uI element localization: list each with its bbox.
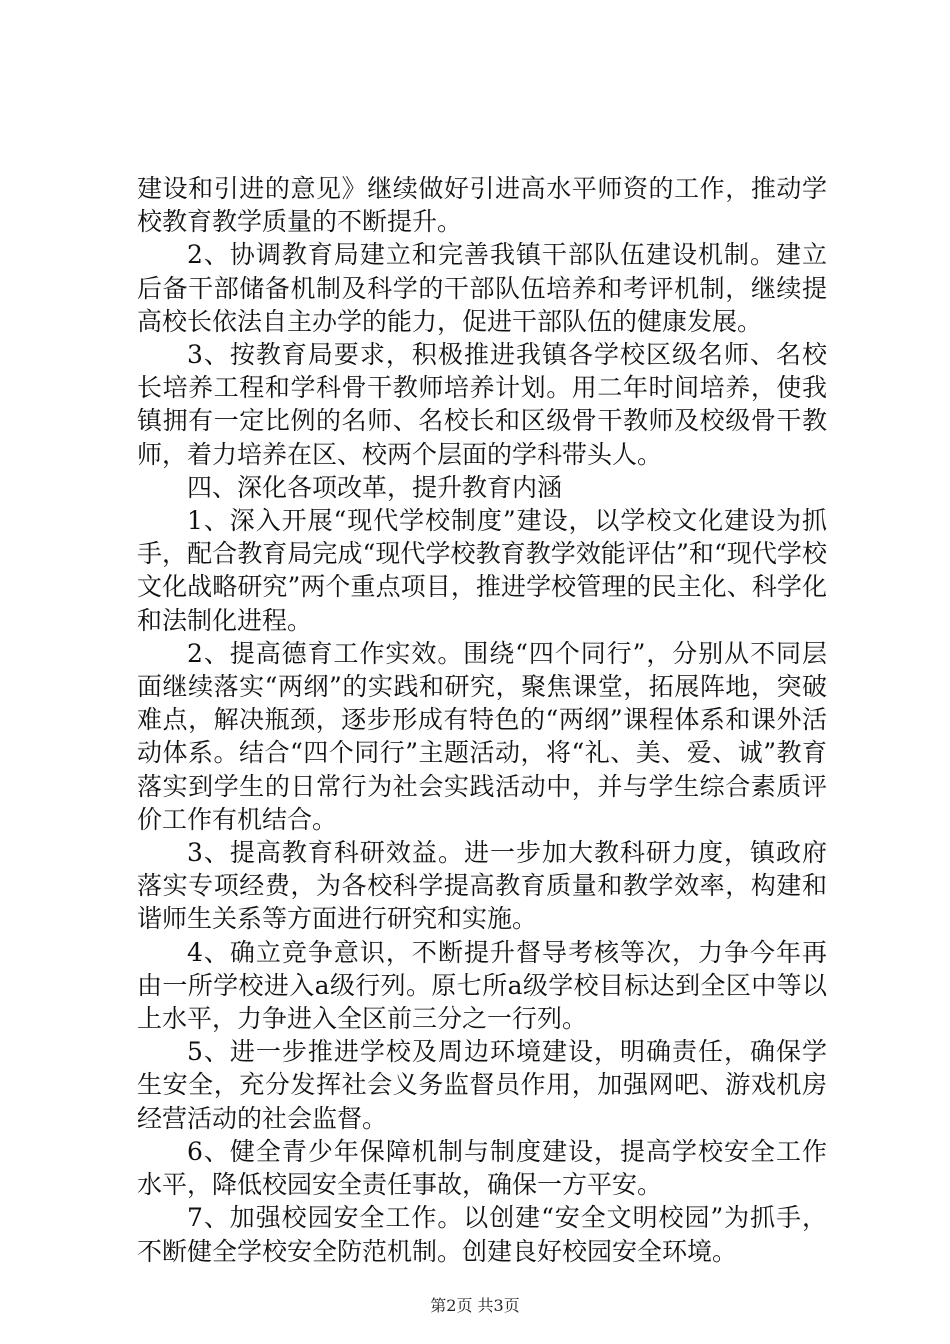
paragraph-10: 6、健全青少年保障机制与制度建设，提高学校安全工作水平，降低校园安全责任事故，确保一方平安。: [137, 1136, 827, 1200]
paragraph-6: 2、提高德育工作实效。围绕“四个同行”，分别从不同层面继续落实“两纲”的实践和研究，聚焦课堂，拓展阵地，突破难点，解决瓶颈，逐步形成有特色的“两纲”课程体系和课外活动体系。结合“四个同行”主题活动，将“礼、美、爱、诚”教育落实到学生的日常行为社会实践活动中，并与学生综合素质评价工作有机结合。: [137, 638, 827, 834]
section-heading: 四、深化各项改革，提升教育内涵: [187, 472, 563, 502]
paragraph-5: 1、深入开展“现代学校制度”建设，以学校文化建设为抓手，配合教育局完成“现代学校教育教学效能评估”和“现代学校文化战略研究”两个重点项目，推进学校管理的民主化、科学化和法制化进程。: [137, 506, 827, 635]
paragraph-9: 5、进一步推进学校及周边环境建设，明确责任，确保学生安全，充分发挥社会义务监督员作用，加强网吧、游戏机房经营活动的社会监督。: [137, 1037, 827, 1133]
paragraph-7: 3、提高教育科研效益。进一步加大教科研力度，镇政府落实专项经费，为各校科学提高教育质量和教学效率，构建和谐师生关系等方面进行研究和实施。: [137, 838, 827, 934]
paragraph-11: 7、加强校园安全工作。以创建“安全文明校园”为抓手，不断健全学校安全防范机制。创建良好校园安全环境。: [137, 1203, 827, 1266]
paragraph-8: 4、确立竞争意识，不断提升督导考核等次，力争今年再由一所学校进入a级行列。原七所a级学校目标达到全区中等以上水平，力争进入全区前三分之一行列。: [137, 937, 827, 1034]
paragraph-3: 3、按教育局要求，积极推进我镇各学校区级名师、名校长培养工程和学科骨干教师培养计划。用二年时间培养，使我镇拥有一定比例的名师、名校长和区级骨干教师及校级骨干教师，着力培养在区、校两个层面的学科带头人。: [137, 340, 827, 469]
paragraph-2: 2、协调教育局建立和完善我镇干部队伍建设机制。建立后备干部储备机制及科学的干部队伍培养和考评机制，继续提高校长依法自主办学的能力，促进干部队伍的健康发展。: [137, 240, 827, 336]
paragraph-1: 建设和引进的意见》继续做好引进高水平师资的工作，推动学校教育教学质量的不断提升。: [137, 174, 827, 237]
page-number-footer: 第2页 共3页: [430, 1296, 520, 1315]
document-body: [137, 172, 827, 1268]
